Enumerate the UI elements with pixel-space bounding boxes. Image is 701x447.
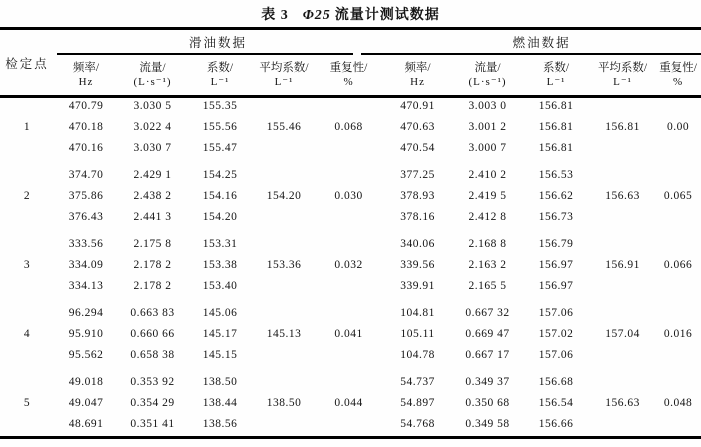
point-cell: 3 [23,259,31,271]
oil-flow-cell: 3.030 7 [133,142,172,154]
oil-flow-cell: 2.178 2 [133,280,172,292]
column-header-oil-1: 流量/ (L·s⁻¹) [133,62,172,88]
fuel-flow-cell: 0.667 32 [465,307,510,319]
oil-freq-cell: 95.910 [68,328,104,340]
oil-flow-cell: 2.175 8 [133,238,172,250]
column-header-fuel-1: 流量/ (L·s⁻¹) [468,62,507,88]
fuel-coef-cell: 156.81 [538,100,574,112]
table-row [0,165,701,186]
oil-flow-cell: 2.178 2 [133,259,172,271]
column-header-fuel-0: 频率/ Hz [404,62,431,88]
table-body [0,96,701,435]
table-row [0,303,701,324]
fuel-flow-cell: 2.168 8 [468,238,507,250]
oil-avg-cell: 145.13 [266,328,302,340]
fuel-coef-cell: 156.73 [538,211,574,223]
oil-freq-cell: 375.86 [68,190,104,202]
oil-freq-cell: 49.018 [68,376,104,388]
column-header-oil-4: 重复性/ % [329,62,368,88]
oil-avg-cell: 154.20 [266,190,302,202]
point-cell: 2 [23,190,31,202]
oil-freq-cell: 48.691 [68,418,104,430]
fuel-freq-cell: 104.81 [400,307,435,319]
oil-avg-cell: 155.46 [266,121,302,133]
fuel-coef-cell: 156.53 [538,169,574,181]
oil-freq-cell: 95.562 [68,349,104,361]
row-header-label: 检定点 [5,57,49,71]
column-header-oil-3: 平均系数/ L⁻¹ [259,62,309,88]
oil-section-header: 滑油数据 [189,36,248,50]
caption-text: 流量计测试数据 [334,8,440,23]
fuel-flow-cell: 0.350 68 [465,397,510,409]
fuel-freq-cell: 377.25 [400,169,435,181]
fuel-coef-cell: 156.62 [538,190,574,202]
oil-flow-cell: 0.353 92 [130,376,175,388]
oil-flow-cell: 3.030 5 [133,100,172,112]
oil-coef-cell: 155.47 [202,142,238,154]
oil-rep-cell: 0.041 [334,328,363,340]
fuel-flow-cell: 0.349 37 [465,376,510,388]
table-row [0,372,701,393]
fuel-rep-cell: 0.065 [663,190,693,202]
fuel-avg-cell: 156.81 [605,121,640,133]
fuel-flow-cell: 2.412 8 [468,211,507,223]
oil-coef-cell: 145.06 [202,307,238,319]
fuel-freq-cell: 340.06 [400,238,435,250]
fuel-coef-cell: 156.68 [538,376,574,388]
fuel-coef-cell: 156.97 [538,259,574,271]
point-cell: 4 [23,328,31,340]
fuel-section-header: 燃油数据 [512,36,571,50]
oil-freq-cell: 49.047 [68,397,104,409]
oil-freq-cell: 96.294 [68,307,104,319]
caption-table-number: 表 3 [261,8,289,23]
flowmeter-test-table [0,30,701,435]
fuel-coef-cell: 156.81 [538,142,574,154]
point-cell: 5 [23,397,31,409]
column-header-oil-2: 系数/ L⁻¹ [206,62,234,88]
fuel-flow-cell: 3.001 2 [468,121,507,133]
column-header-fuel-3: 平均系数/ L⁻¹ [597,62,648,88]
oil-avg-cell: 153.36 [266,259,302,271]
table-bottom-rule [0,436,701,439]
fuel-freq-cell: 54.768 [400,418,435,430]
oil-freq-cell: 470.79 [68,100,104,112]
fuel-avg-cell: 156.63 [605,190,640,202]
point-cell: 1 [23,121,31,133]
fuel-coef-cell: 157.06 [538,349,574,361]
oil-coef-cell: 153.38 [202,259,238,271]
fuel-avg-cell: 156.63 [605,397,640,409]
fuel-flow-cell: 0.349 58 [465,418,510,430]
fuel-coef-cell: 157.06 [538,307,574,319]
fuel-freq-cell: 54.897 [400,397,435,409]
oil-coef-cell: 145.15 [202,349,238,361]
column-header-fuel-2: 系数/ L⁻¹ [542,62,570,88]
fuel-freq-cell: 105.11 [400,328,435,340]
fuel-coef-cell: 156.66 [538,418,574,430]
oil-rep-cell: 0.044 [334,397,363,409]
column-header-row [0,54,701,96]
oil-avg-cell: 138.50 [266,397,302,409]
column-header-oil-0: 频率/ Hz [72,62,100,88]
fuel-freq-cell: 339.91 [400,280,435,292]
fuel-rep-cell: 0.066 [663,259,693,271]
oil-freq-cell: 376.43 [68,211,104,223]
oil-flow-cell: 2.438 2 [133,190,172,202]
fuel-avg-cell: 157.04 [605,328,640,340]
oil-flow-cell: 2.441 3 [133,211,172,223]
oil-coef-cell: 138.50 [202,376,238,388]
oil-coef-cell: 138.44 [202,397,238,409]
fuel-flow-cell: 2.419 5 [468,190,507,202]
oil-coef-cell: 154.16 [202,190,238,202]
oil-coef-cell: 153.31 [202,238,238,250]
oil-freq-cell: 470.16 [68,142,104,154]
oil-coef-cell: 154.25 [202,169,238,181]
oil-coef-cell: 155.56 [202,121,238,133]
oil-rep-cell: 0.030 [334,190,363,202]
oil-freq-cell: 470.18 [68,121,104,133]
fuel-coef-cell: 156.79 [538,238,574,250]
oil-rep-cell: 0.068 [334,121,363,133]
oil-coef-cell: 145.17 [202,328,238,340]
oil-coef-cell: 155.35 [202,100,238,112]
fuel-flow-cell: 0.669 47 [465,328,510,340]
oil-freq-cell: 334.13 [68,280,104,292]
oil-flow-cell: 3.022 4 [133,121,172,133]
oil-flow-cell: 0.354 29 [130,397,175,409]
table-caption [0,4,701,24]
oil-flow-cell: 2.429 1 [133,169,172,181]
fuel-flow-cell: 3.003 0 [468,100,507,112]
fuel-freq-cell: 378.93 [400,190,435,202]
fuel-flow-cell: 0.667 17 [465,349,510,361]
oil-flow-cell: 0.658 38 [130,349,175,361]
fuel-coef-cell: 156.81 [538,121,574,133]
oil-coef-cell: 154.20 [202,211,238,223]
oil-flow-cell: 0.660 66 [130,328,175,340]
fuel-coef-cell: 157.02 [538,328,574,340]
oil-coef-cell: 138.56 [202,418,238,430]
fuel-flow-cell: 3.000 7 [468,142,507,154]
fuel-coef-cell: 156.97 [538,280,574,292]
fuel-freq-cell: 470.63 [400,121,435,133]
oil-freq-cell: 374.70 [68,169,104,181]
fuel-avg-cell: 156.91 [605,259,640,271]
fuel-freq-cell: 470.91 [400,100,435,112]
oil-rep-cell: 0.032 [334,259,363,271]
oil-flow-cell: 0.351 41 [130,418,175,430]
oil-flow-cell: 0.663 83 [130,307,175,319]
fuel-freq-cell: 54.737 [400,376,435,388]
oil-coef-cell: 153.40 [202,280,238,292]
fuel-flow-cell: 2.410 2 [468,169,507,181]
fuel-freq-cell: 104.78 [400,349,435,361]
column-header-fuel-4: 重复性/ % [659,62,697,88]
fuel-flow-cell: 2.163 2 [468,259,507,271]
table-row [0,234,701,255]
fuel-flow-cell: 2.165 5 [468,280,507,292]
fuel-rep-cell: 0.048 [663,397,693,409]
fuel-coef-cell: 156.54 [538,397,574,409]
caption-model: Φ25 [302,8,331,23]
fuel-freq-cell: 378.16 [400,211,435,223]
table-row [0,96,701,117]
oil-freq-cell: 333.56 [68,238,104,250]
fuel-freq-cell: 339.56 [400,259,435,271]
fuel-rep-cell: 0.016 [663,328,693,340]
fuel-rep-cell: 0.00 [667,121,690,133]
oil-freq-cell: 334.09 [68,259,104,271]
fuel-freq-cell: 470.54 [400,142,435,154]
